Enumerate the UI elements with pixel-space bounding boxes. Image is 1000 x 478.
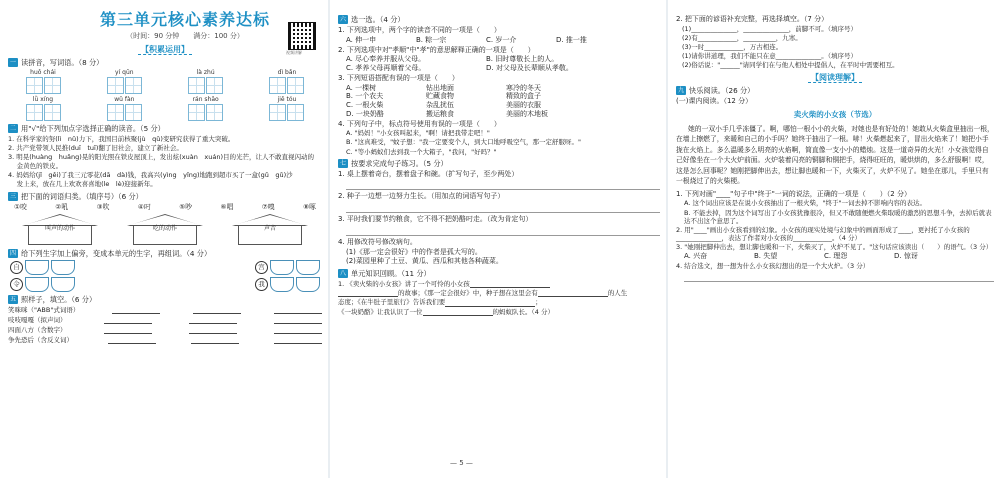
character-circle: 自 <box>10 261 23 274</box>
pot-blank[interactable] <box>51 260 75 275</box>
option[interactable]: B. 不能去掉，因为这个词写出了小女孩犹豫很冷，但又不敢随便燃火柴取暖的激烈的思想斗争，去掉后就表达不出这个意思了。 <box>684 208 992 225</box>
writing-box[interactable] <box>107 104 124 121</box>
page-number: — 5 — <box>450 459 473 468</box>
word-list <box>14 203 316 211</box>
fill-line: 《一块奶酪》让我认识了一位 的蚂蚁队长。（4 分） <box>338 307 554 316</box>
option-row <box>346 55 660 73</box>
proverb-line: (2)有____________，__________，九寒。 <box>682 33 802 42</box>
answer-line[interactable] <box>346 203 660 213</box>
answer-blank[interactable] <box>338 289 398 297</box>
pinyin-block: dì bǎn <box>256 69 318 94</box>
proverb-line: (3)一时____________，万古相连。 <box>682 43 783 51</box>
option[interactable]: B. 粽一宗 <box>416 35 447 44</box>
exam-meta: （时间：90 分钟 满分：100 分） <box>126 32 244 40</box>
section-badge: 一 <box>9 58 16 66</box>
question-text: 1. 下列对画"____"句子中"终于"一词的说法，正确的一项是（ ）（2 分） <box>676 189 911 198</box>
band-reading: 【阅读理解】 <box>808 73 862 83</box>
writing-box[interactable] <box>125 77 142 94</box>
option[interactable]: D. 对父母及长辈顺从孝敬。 <box>486 64 573 72</box>
writing-box[interactable] <box>125 104 142 121</box>
word-item: ③吹 <box>96 202 110 211</box>
fill-line: 态度；《在牛肚子里旅行》告诉我们要 ； <box>338 298 542 307</box>
answer-line[interactable] <box>346 180 660 190</box>
answer-blank[interactable] <box>193 306 241 314</box>
answer-blank[interactable] <box>112 306 160 314</box>
section-title: 照样子，填空。（6 分） <box>21 294 97 304</box>
option[interactable]: B. 一个农夫 <box>346 92 384 101</box>
answer-blank[interactable] <box>538 289 608 297</box>
option-grid: A. 一棵树 钻出地面 寒冷的冬天 B. 一个农夫 贮藏食物 精致的盒子 C. 一根火柴 杂乱扰伍 美丽的衣服 D. 一块奶酪 搬运粮食 美丽的木地板 <box>346 83 548 118</box>
option[interactable]: A. 尽心奉养并服从父母。 <box>346 55 426 64</box>
story-title: 卖火柴的小女孩（节选） <box>793 110 877 120</box>
word-item: ⑤吵 <box>179 202 193 211</box>
answer-blank[interactable] <box>274 336 322 344</box>
column-left <box>0 0 328 478</box>
answer-blank[interactable] <box>189 326 237 334</box>
question-text: 4. 用修改符号修改病句。 <box>338 237 417 246</box>
writing-box[interactable] <box>26 104 43 121</box>
question-text: 3. "她刚把脚伸出去，想让脚也暖和一下，火柴灭了，火炉不见了。"这句话应该读出（ ）的语气。（3 分） <box>676 243 993 252</box>
answer-blank[interactable] <box>189 316 237 324</box>
character-circle: 我 <box>255 278 268 291</box>
section-title: 按要求完成句子练习。（5 分） <box>351 158 448 168</box>
option[interactable]: B. "这真难受，"蚊子想："我一定要变个人，到大口地呼吸空气，那一定舒服呀。" <box>346 138 582 147</box>
band-accumulation: 【积累运用】 <box>138 45 192 55</box>
answer-blank[interactable] <box>445 299 535 307</box>
section-8-header <box>338 269 660 278</box>
answer-blank[interactable] <box>104 316 152 324</box>
question-text: (2)菜园里种了土豆、黄瓜、西瓜和其他各种蔬菜。 <box>346 257 503 266</box>
pinyin-row-2 <box>12 96 318 121</box>
answer-blank[interactable] <box>191 336 239 344</box>
question-text: 4. 下列句子中，标点符号使用有误的一项是（ ） <box>338 119 501 128</box>
proverb-line: (1)______________，______________，前脚不可。（填序号） <box>682 24 857 33</box>
answer-blank[interactable] <box>423 308 493 316</box>
answer-blank[interactable] <box>108 336 156 344</box>
sub-question: (1)请你讲道理，我们不能只在意______________。（填序号） <box>682 52 857 61</box>
pinyin-block: lǜ xíng <box>12 96 74 121</box>
section-5-header <box>8 295 322 304</box>
question-text: 2. 下列选项中对"孝顺"中"孝"的意思解释正确的一项是（ ） <box>338 45 535 54</box>
option[interactable]: A. 伸一申 <box>346 35 377 44</box>
pot-blank[interactable] <box>296 277 320 292</box>
story-passage: 她的一双小手几乎冻僵了。啊，哪怕一根小小的火柴，对她也是有好处的！她敢从火柴盒里抽出一根，在墙上擦燃了，来暖和自己的小手吗？她终于抽出了一根。哧！火柴燃起来了，冒出火焰来了！她把小手拢在火焰上。多么温暖多么明亮的火焰啊，简直像一支小小的蜡烛。这是一道奇异的火光！小女孩觉得自己好像坐在一个大火炉前面。火炉装着闪亮的铜脚和铜把手，烧得旺旺的，暖烘烘的，多么舒服啊！哎，这是怎么回事呢？她刚把脚伸出去，想让脚也暖和一下，火柴灭了，火炉不见了。她坐在那儿，手里只有一根烧过了的火柴梗。 <box>676 124 994 186</box>
section-title: 给下列生字加上偏旁，变成本单元的生字，再组词。（4 分） <box>21 248 212 258</box>
option[interactable]: C. 一根火柴 <box>346 101 384 109</box>
writing-box[interactable] <box>44 104 61 121</box>
writing-box[interactable] <box>287 77 304 94</box>
option[interactable]: C. 理怨 <box>824 252 848 261</box>
fill-row: 吱吱嘎嘎（拟声词） <box>8 316 322 324</box>
question-text: 2. 用"____"画出小女孩看到的幻象。小女孩的现实处境与幻象中的画面形成了____，更衬托了小女孩的______________，表达了作者对小女孩的____________。（4 分） <box>676 225 970 242</box>
word-item: ⑥唱 <box>220 202 234 211</box>
option[interactable]: C. 孝养父母再顺着父母。 <box>346 64 426 72</box>
house-category-box[interactable]: 叫声的动作 <box>22 214 98 246</box>
sub-question: (2)俗话说："______"请同学们在与他人相处中提倡人，在平时中需要相互。 <box>682 61 899 70</box>
question-text: 3. 下列短语搭配有误的一项是（ ） <box>338 73 459 82</box>
section-badge: 四 <box>9 249 16 257</box>
question-line: 发上来，放在几上欢欢喜喜地(le lè)迎接新年。 <box>8 180 157 189</box>
section-badge: 二 <box>9 124 16 132</box>
writing-box[interactable] <box>107 77 124 94</box>
section-7-header <box>338 159 660 168</box>
option[interactable]: A. "妈妈！"小女孩叫起来，"啊！请把我带走吧！" <box>346 129 490 138</box>
question-text: 2. 种子一边想一边努力生长。（用加点的词语写句子） <box>338 192 505 201</box>
writing-box[interactable] <box>206 77 223 94</box>
character-circle: 令 <box>10 278 23 291</box>
option[interactable]: C. 岁一介 <box>486 35 517 44</box>
section-title: 读拼音，写词语。（8 分） <box>21 57 104 67</box>
writing-box[interactable] <box>206 104 223 121</box>
pinyin-block: là zhú <box>175 69 237 94</box>
answer-line[interactable] <box>684 272 994 282</box>
question-line: 1. 在科学家的努(lì nǔ)力下，我国目前核聚(jù qǔ)变研究获得了重大突破。 <box>8 134 235 143</box>
pinyin-block: rán shāo <box>175 96 237 121</box>
writing-box[interactable] <box>188 77 205 94</box>
question-text: 2. 把下面的谚语补充完整，再选择填空。（7 分） <box>676 15 829 23</box>
section-badge: 五 <box>9 295 16 303</box>
character-circle: 宫 <box>255 261 268 274</box>
house-category-box[interactable]: 吃的动作 <box>127 214 203 246</box>
pinyin-block: yí qūn <box>93 69 155 94</box>
pinyin-block: huǒ chái <box>12 69 74 94</box>
pot-blank[interactable] <box>25 277 49 292</box>
pot-blank[interactable] <box>296 260 320 275</box>
pinyin-block: wǔ fàn <box>93 96 155 121</box>
option[interactable]: D. 惊讶 <box>894 252 918 261</box>
writing-box[interactable] <box>188 104 205 121</box>
option[interactable]: A. 一棵树 <box>346 83 377 92</box>
section-badge: 八 <box>339 270 346 278</box>
writing-box[interactable] <box>287 104 304 121</box>
pot-blank[interactable] <box>51 277 75 292</box>
pot-blank[interactable] <box>270 277 294 292</box>
section-3-header <box>8 192 322 201</box>
writing-box[interactable] <box>269 104 286 121</box>
question-line: 4. 妈妈给(jǐ gěi)了我三元零花(dā dà)钱，我高兴(yìng yǐng)地跑到超市买了一盒(gǔ gǔ)沙 <box>8 171 293 180</box>
qr-code-icon[interactable] <box>288 22 316 50</box>
section-title: 选一选。（4 分） <box>351 15 405 24</box>
section-title: 用"√"给下列加点字选择正确的读音。（5 分） <box>21 123 165 133</box>
part-title: (一)课内阅读。（12 分） <box>676 97 753 106</box>
fill-line: 1. 《卖火柴的小女孩》讲了一个可怜的小女孩 <box>338 280 660 288</box>
question-text: 1. 下列选项中，两个字的读音不同的一项是（ ） <box>338 26 501 34</box>
column-middle <box>330 0 666 478</box>
option[interactable]: B. 失望 <box>754 252 778 261</box>
section-title: 把下面的词语归类。（填序号）（6 分） <box>21 191 143 201</box>
section-title: 快乐阅读。（26 分） <box>689 86 755 96</box>
section-badge: 九 <box>677 87 684 95</box>
pot-blank[interactable] <box>25 260 49 275</box>
question-line: 金黄色的铁皮。 <box>8 162 63 171</box>
fill-row: 笑咪咪（"ABB"式词语） <box>8 306 322 314</box>
option[interactable]: A. 这个词出应该是在说小女孩抽出了一根火柴，"终于"一词去掉不影响内容的表达。 <box>684 199 926 208</box>
question-text: 4. 结合选文，想一想为什么小女孩幻想出的是一个大火炉。（3 分） <box>676 261 870 270</box>
word-item: ⑦嗅 <box>261 202 275 211</box>
section-2-header <box>8 124 322 133</box>
option[interactable]: D. 推一推 <box>556 35 587 44</box>
word-item: ①咬 <box>14 202 27 211</box>
option[interactable]: D. 一块奶酪 <box>346 109 384 118</box>
section-badge: 六 <box>339 16 346 23</box>
question-line: 3. 明晃(huàng huǎng)晃的阳光照在铁皮屋顶上，发出炫(xuàn xuán)目的光芒，让人不敢直视闪动的 <box>8 153 314 161</box>
word-item: ④叼 <box>137 202 151 211</box>
option[interactable]: A. 兴奋 <box>684 252 708 261</box>
category-houses <box>22 214 308 246</box>
option-row <box>684 252 994 261</box>
answer-blank[interactable] <box>104 326 152 334</box>
answer-blank[interactable] <box>274 326 322 334</box>
pinyin-block: jiē tóu <box>256 96 318 121</box>
section-9-header <box>676 86 994 95</box>
radical-pots-row-2 <box>10 277 320 292</box>
section-1-header <box>8 58 322 67</box>
writing-box[interactable] <box>269 77 286 94</box>
answer-blank[interactable] <box>274 306 322 314</box>
option[interactable]: C. "等小蚂蚁们去到我一个大箱子，"我问，"好吗？" <box>346 147 497 156</box>
column-right <box>668 0 1000 478</box>
answer-blank[interactable] <box>274 316 322 324</box>
house-category-box[interactable]: 声音 <box>232 214 308 246</box>
section-6-header <box>338 15 660 24</box>
radical-pots-row-1 <box>10 260 320 275</box>
section-badge: 七 <box>339 159 346 167</box>
option[interactable]: B. 旧时尊敬长上的人。 <box>486 55 559 64</box>
fill-row: 四面八方（含数字） <box>8 326 322 334</box>
page-title: 第三单元核心素养达标 <box>99 10 270 29</box>
section-badge: 三 <box>9 192 16 200</box>
question-text: 3. 平时我们要节约粮食，它不得不把奶酪叼走。（改为肯定句） <box>338 215 533 224</box>
word-item: ⑧啄 <box>303 202 316 211</box>
option-row <box>346 36 660 45</box>
section-4-header <box>8 249 322 258</box>
question-text: (1)《那一定会很好》中的作者是孤大写的。 <box>346 247 482 256</box>
question-text: 1. 桌上摆着奇台，摆着盘子和碗。（扩写句子，至少两处） <box>338 169 519 178</box>
pot-blank[interactable] <box>270 260 294 275</box>
writing-box[interactable] <box>26 77 43 94</box>
section-title: 单元知识回顾。（11 分） <box>351 269 431 279</box>
question-line: 2. 共产党带领人民推(duī tuī)翻了旧社会，建立了新社会。 <box>8 143 183 152</box>
answer-blank[interactable] <box>470 280 550 288</box>
pinyin-row-1 <box>12 69 318 94</box>
fill-line: 的故事；《那一定会很好》中，种子想在这里会有 的人生 <box>338 289 660 297</box>
answer-line[interactable] <box>346 226 660 236</box>
qr-caption: 视频讲解 <box>286 50 302 55</box>
fill-row: 争先恐后（含反义词） <box>8 336 322 344</box>
word-item: ②吼 <box>55 202 69 211</box>
writing-box[interactable] <box>44 77 61 94</box>
